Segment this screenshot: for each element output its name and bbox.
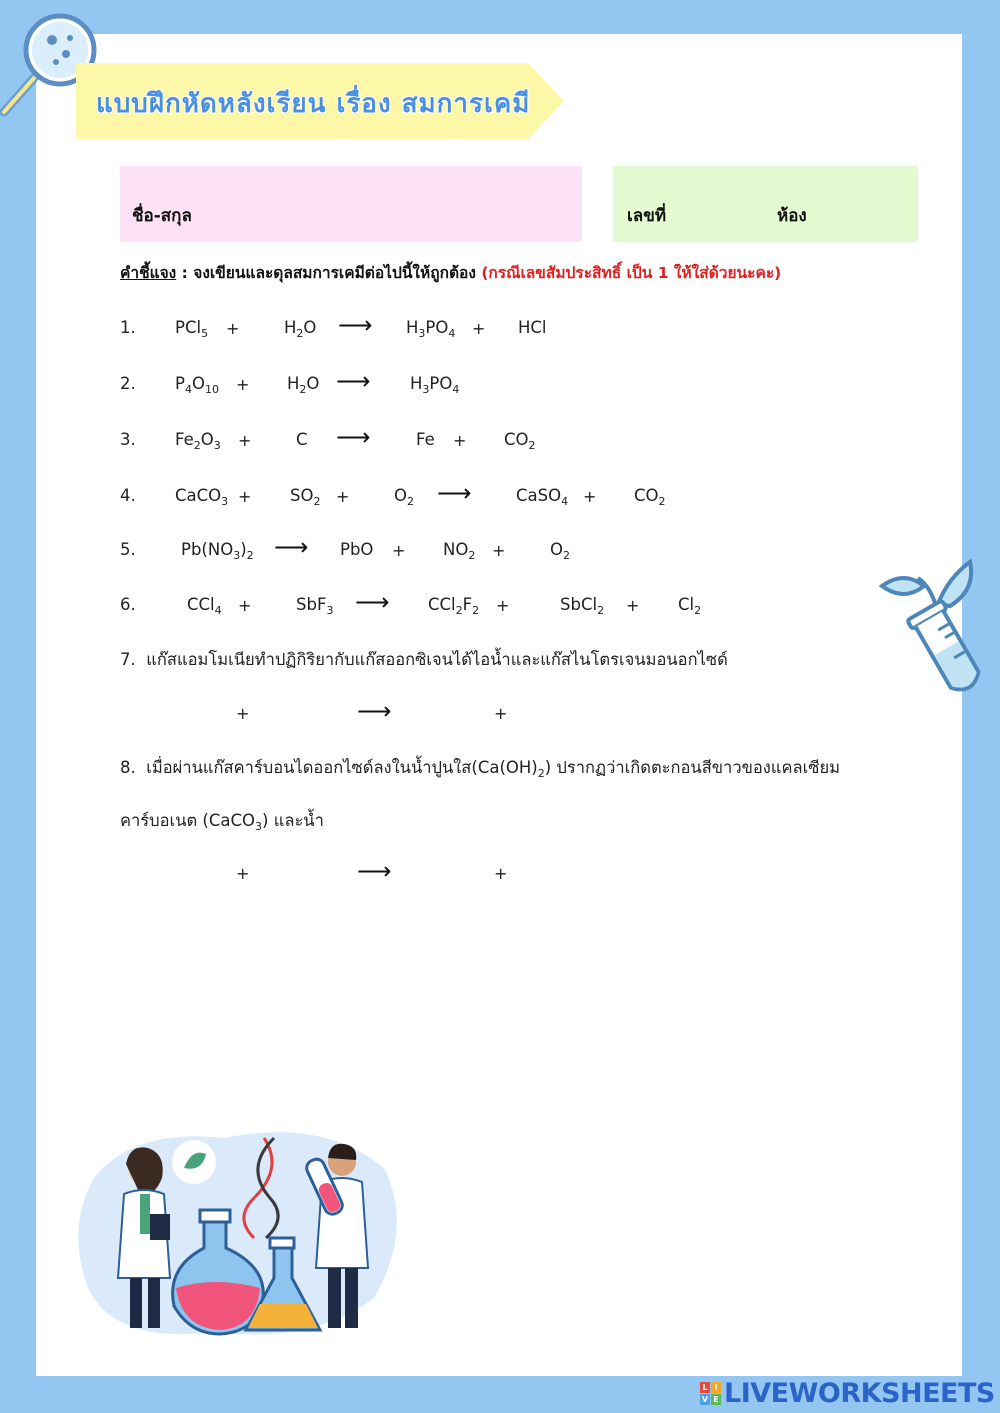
equation-4-plus: + [238,487,252,506]
q7-plus-1: + [236,704,250,723]
q8-plus-2: + [494,864,508,883]
equation-4-species: CaCO$_3$ [175,486,229,508]
question-7 [120,647,728,673]
equation-2-species: $H_3PO_4$ [410,374,460,396]
equation-4-species: $CO_2$ [634,486,666,508]
equation-5-arrow: ⟶ [274,533,309,561]
equation-5-plus: + [492,541,506,560]
test-tube-plant-icon [878,556,998,706]
instructions-label: คำชี้แจง [120,264,177,282]
equation-4-plus: + [336,487,350,506]
equation-6-species: $Cl_2$ [678,595,702,617]
q8-line2-a: คาร์บอเนต (CaCO [120,811,256,830]
title-banner [76,63,564,139]
page-title: แบบฝึกหัดหลังเรียน เรื่อง สมการเคมี [96,89,531,119]
live-badge-icon: L I V E [700,1382,722,1406]
equation-3-species: $CO_2$ [504,430,536,452]
equation-3-species: $Fe_2O_3$ [175,430,221,452]
equation-1-number: 1. [120,318,136,337]
number-room-field[interactable] [613,166,918,242]
q8-text-a: เมื่อผ่านแก๊สคาร์บอนไดออกไซด์ลงในน้ำปูนใส(Ca(OH) [146,758,538,777]
q8-arrow: ⟶ [357,857,392,885]
equation-5-species: PbO [340,540,374,559]
equation-6-species: CCl$_4$ [187,595,222,617]
equation-1-species: $H_3PO_4$ [406,318,456,340]
equation-3-species: C [296,430,308,449]
q7-plus-2: + [494,704,508,723]
equation-5-species: $NO_2$ [443,540,476,562]
q7-text: แก๊สแอมโมเนียทำปฏิกิริยากับแก๊สออกซิเจนได้ไอน้ำและแก๊สไนโตรเจนมอนอกไซด์ [146,650,728,669]
equation-1-species: HCl [518,318,547,337]
question-8-line2 [120,808,324,834]
equation-6-plus: + [626,596,640,615]
equation-1-species: $H_2O$ [284,318,317,340]
logo-text: LIVEWORKSHEETS [724,1378,995,1409]
question-8 [120,755,840,781]
instructions-sep: : [176,264,194,282]
equation-3-species: Fe [416,430,435,449]
equation-5-number: 5. [120,540,136,559]
equation-3-plus: + [238,431,252,450]
equation-1-plus: + [472,319,486,338]
equation-6-species: SbF$_3$ [296,595,334,617]
q8-sub-b: 3 [255,820,263,833]
equation-6-plus: + [496,596,510,615]
equation-1-plus: + [226,319,240,338]
equation-3-number: 3. [120,430,136,449]
equation-1-arrow: ⟶ [338,311,373,339]
q7-number: 7. [120,650,136,669]
equation-4-species: $SO_2$ [290,486,321,508]
equation-6-arrow: ⟶ [355,588,390,616]
equation-5-species: $Pb(NO_3)_2$ [181,540,254,562]
q8-line2-b: ) และน้ำ [262,811,324,830]
q7-arrow: ⟶ [357,697,392,725]
equation-6-plus: + [238,596,252,615]
equation-2-arrow: ⟶ [336,367,371,395]
equation-4-species: $O_2$ [394,486,414,508]
number-label: เลขที่ [627,206,667,226]
equation-2-number: 2. [120,374,136,393]
q8-number: 8. [120,758,136,777]
equation-3-plus: + [453,431,467,450]
room-label: ห้อง [777,206,807,226]
equation-2-species: $P_4O_{10}$ [175,374,219,396]
instructions-note: (กรณีเลขสัมประสิทธิ์ เป็น 1 ให้ใส่ด้วยนะคะ) [481,264,782,282]
instructions [120,260,781,285]
equation-3-arrow: ⟶ [336,423,371,451]
equation-5-plus: + [392,541,406,560]
equation-4-plus: + [583,487,597,506]
equation-4-number: 4. [120,486,136,505]
equation-5-species: $O_2$ [550,540,570,562]
equation-2-species: $H_2O$ [287,374,320,396]
name-label: ชื่อ-สกุล [132,206,192,226]
name-field[interactable] [120,166,582,242]
equation-6-species: SbCl$_2$ [560,595,605,617]
q8-sub-a: 2 [537,767,545,780]
equation-2-plus: + [236,375,250,394]
equation-4-species: CaSO$_4$ [516,486,569,508]
equation-4-arrow: ⟶ [437,479,472,507]
equation-6-species: $CCl_2F_2$ [428,595,480,617]
q8-text-b: ) ปรากฏว่าเกิดตะกอนสีขาวของแคลเซียม [544,758,840,777]
equation-6-number: 6. [120,595,136,614]
scientists-illustration [74,1118,408,1344]
q8-plus-1: + [236,864,250,883]
equation-1-species: PCl$_5$ [175,318,209,340]
instructions-text: จงเขียนและดุลสมการเคมีต่อไปนี้ให้ถูกต้อง [193,264,482,282]
